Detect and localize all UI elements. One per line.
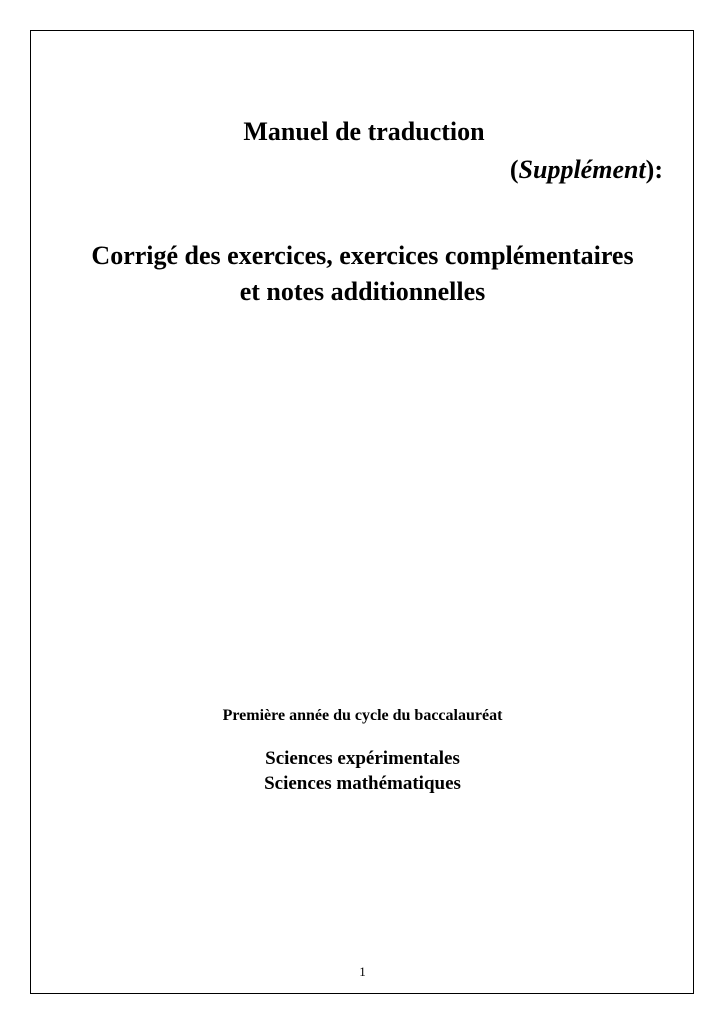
subtitle-line-2: et notes additionnelles	[239, 277, 486, 306]
document-subtitle	[0, 238, 725, 310]
subtitle-line-1: Corrigé des exercices, exercices complémentaires	[91, 241, 634, 270]
stream-item: Sciences expérimentales	[265, 748, 460, 769]
education-level: Première année du cycle du baccalauréat	[222, 707, 503, 724]
supplement-open-paren: (	[509, 155, 519, 184]
supplement-word: Supplément	[518, 155, 646, 184]
streams-list	[0, 746, 725, 796]
supplement-close-paren: ):	[645, 155, 663, 184]
stream-item: Sciences mathématiques	[264, 773, 461, 794]
document-title: Manuel de traduction	[243, 117, 485, 146]
page-number: 1	[359, 964, 366, 979]
supplement-label	[30, 155, 663, 185]
